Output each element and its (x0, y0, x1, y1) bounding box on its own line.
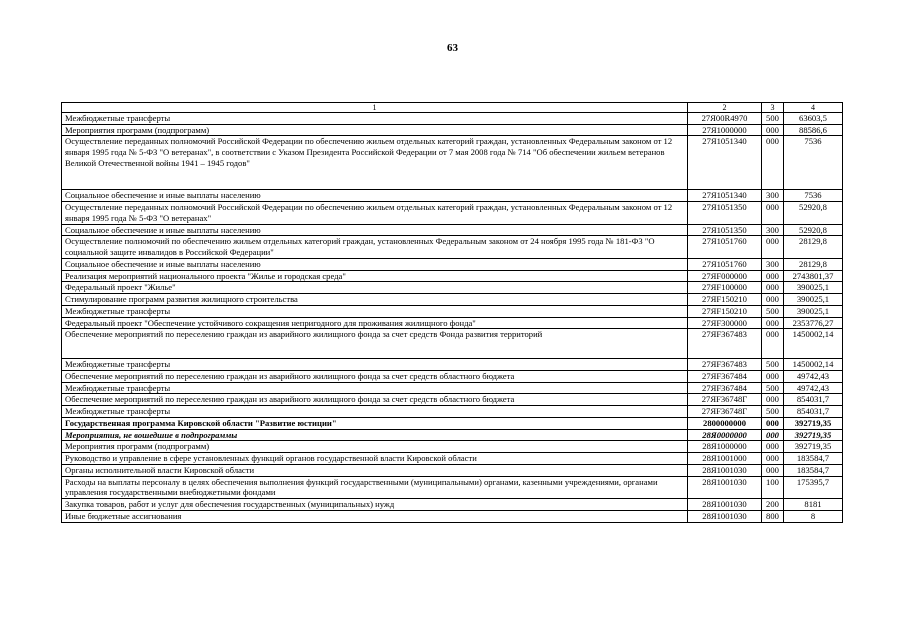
table-row (62, 371, 843, 383)
row-sum: 52920,8 (784, 224, 843, 236)
row-sum: 49742,43 (784, 371, 843, 383)
header-code: 2 (688, 103, 762, 113)
row-vr: 500 (762, 406, 784, 418)
row-name: Федеральный проект "Жилье" (62, 282, 688, 294)
row-code: 28Я1000000 (688, 441, 762, 453)
row-sum: 390025,1 (784, 282, 843, 294)
row-vr: 000 (762, 441, 784, 453)
row-code: 27ЯF300000 (688, 317, 762, 329)
row-sum: 1450002,14 (784, 359, 843, 371)
row-name: Реализация мероприятий национального проекта "Жилье и городская среда" (62, 270, 688, 282)
row-vr: 000 (762, 282, 784, 294)
row-name: Межбюджетные трансферты (62, 382, 688, 394)
row-name: Мероприятия программ (подпрограмм) (62, 124, 688, 136)
row-code: 27ЯF367483 (688, 359, 762, 371)
row-code: 27Я1000000 (688, 124, 762, 136)
row-name: Государственная программа Кировской области "Развитие юстиции" (62, 417, 688, 429)
row-sum: 390025,1 (784, 294, 843, 306)
row-code: 28Я0000000 (688, 429, 762, 441)
row-code: 27ЯF367484 (688, 382, 762, 394)
row-sum: 28129,8 (784, 258, 843, 270)
table-row (62, 305, 843, 317)
row-sum: 88586,6 (784, 124, 843, 136)
table-row-subprogram (62, 429, 843, 441)
table-row (62, 282, 843, 294)
row-vr: 000 (762, 417, 784, 429)
table-row (62, 224, 843, 236)
table-row-program (62, 417, 843, 429)
row-sum: 52920,8 (784, 202, 843, 224)
row-sum: 2353776,27 (784, 317, 843, 329)
row-name: Социальное обеспечение и иные выплаты населению (62, 224, 688, 236)
row-code: 27ЯF150210 (688, 305, 762, 317)
row-vr: 500 (762, 359, 784, 371)
row-name: Осуществление полномочий по обеспечению жильем отдельных категорий граждан, установленных Федеральным законом от 24 ноября 1995 года № 181-ФЗ "О социальной защите инвалидов в Российской Федерации" (62, 236, 688, 258)
row-sum: 49742,43 (784, 382, 843, 394)
row-name: Обеспечение мероприятий по переселению граждан из аварийного жилищного фонда за счет средств областного бюджета (62, 371, 688, 383)
table-row (62, 464, 843, 476)
row-sum: 392719,35 (784, 429, 843, 441)
row-vr: 000 (762, 236, 784, 258)
row-code: 27Я1051760 (688, 236, 762, 258)
table-row (62, 236, 843, 258)
row-code: 27ЯF367484 (688, 371, 762, 383)
table-row (62, 258, 843, 270)
row-vr: 000 (762, 329, 784, 359)
table-row (62, 510, 843, 522)
row-vr: 300 (762, 258, 784, 270)
row-code: 27ЯF100000 (688, 282, 762, 294)
header-vr: 3 (762, 103, 784, 113)
table-row (62, 499, 843, 511)
row-code: 27Я1051350 (688, 224, 762, 236)
row-name: Федеральный проект "Обеспечение устойчивого сокращения непригодного для проживания жилищного фонда" (62, 317, 688, 329)
row-vr: 000 (762, 317, 784, 329)
row-code: 27Я1051340 (688, 190, 762, 202)
row-code: 28Я1001000 (688, 453, 762, 465)
row-name: Межбюджетные трансферты (62, 305, 688, 317)
table-row (62, 329, 843, 359)
row-name: Руководство и управление в сфере установленных функций органов государственной власти Кировской области (62, 453, 688, 465)
row-code: 27ЯF36748Г (688, 406, 762, 418)
row-code: 28Я1001030 (688, 510, 762, 522)
row-vr: 000 (762, 371, 784, 383)
row-code: 27ЯF367483 (688, 329, 762, 359)
row-code: 27Я1051340 (688, 136, 762, 190)
row-vr: 200 (762, 499, 784, 511)
table-row (62, 359, 843, 371)
row-sum: 390025,1 (784, 305, 843, 317)
row-name: Мероприятия, не вошедшие в подпрограммы (62, 429, 688, 441)
table-row (62, 476, 843, 498)
row-code: 27Я00R4970 (688, 113, 762, 125)
row-code: 27Я1051350 (688, 202, 762, 224)
table-row (62, 394, 843, 406)
row-name: Мероприятия программ (подпрограмм) (62, 441, 688, 453)
row-name: Социальное обеспечение и иные выплаты населению (62, 258, 688, 270)
row-name: Социальное обеспечение и иные выплаты населению (62, 190, 688, 202)
row-name: Осуществление переданных полномочий Российской Федерации по обеспечению жильем отдельных категорий граждан, установленных Федеральным законом от 12 января 1995 года № 5-ФЗ "О ветеранах", в соответствии с Указом Президента Российской Федерации от 7 мая 2008 года № 714 "Об обеспечении жильем ветеранов Великой Отечественной войны 1941 – 1945 годов" (62, 136, 688, 190)
row-code: 28Я1001030 (688, 464, 762, 476)
row-sum: 8181 (784, 499, 843, 511)
row-name: Осуществление переданных полномочий Российской Федерации по обеспечению жильем отдельных категорий граждан, установленных Федеральным законом от 12 января 1995 года № 5-ФЗ "О ветеранах" (62, 202, 688, 224)
row-vr: 000 (762, 136, 784, 190)
row-name: Закупка товаров, работ и услуг для обеспечения государственных (муниципальных) нужд (62, 499, 688, 511)
row-vr: 300 (762, 190, 784, 202)
row-vr: 000 (762, 453, 784, 465)
row-vr: 000 (762, 294, 784, 306)
row-sum: 7536 (784, 190, 843, 202)
budget-table (61, 102, 843, 523)
table-row (62, 190, 843, 202)
table-row (62, 406, 843, 418)
page-number: 63 (447, 42, 458, 54)
table-row (62, 317, 843, 329)
row-vr: 000 (762, 464, 784, 476)
row-sum: 854031,7 (784, 406, 843, 418)
row-vr: 000 (762, 124, 784, 136)
row-vr: 000 (762, 202, 784, 224)
table-row (62, 124, 843, 136)
table-row (62, 382, 843, 394)
row-name: Органы исполнительной власти Кировской области (62, 464, 688, 476)
row-vr: 000 (762, 429, 784, 441)
row-sum: 1450002,14 (784, 329, 843, 359)
row-name: Обеспечение мероприятий по переселению граждан из аварийного жилищного фонда за счет средств областного бюджета (62, 394, 688, 406)
header-name: 1 (62, 103, 688, 113)
row-name: Межбюджетные трансферты (62, 113, 688, 125)
row-code: 27ЯF000000 (688, 270, 762, 282)
table-header-row (62, 103, 843, 113)
row-name: Межбюджетные трансферты (62, 359, 688, 371)
row-sum: 8 (784, 510, 843, 522)
row-sum: 175395,7 (784, 476, 843, 498)
row-sum: 854031,7 (784, 394, 843, 406)
table-row (62, 136, 843, 190)
row-sum: 392719,35 (784, 441, 843, 453)
row-code: 27Я1051760 (688, 258, 762, 270)
row-code: 28Я1001030 (688, 499, 762, 511)
row-vr: 800 (762, 510, 784, 522)
row-sum: 63603,5 (784, 113, 843, 125)
row-vr: 100 (762, 476, 784, 498)
table-row (62, 294, 843, 306)
row-vr: 500 (762, 113, 784, 125)
row-vr: 300 (762, 224, 784, 236)
header-sum: 4 (784, 103, 843, 113)
row-name: Расходы на выплаты персоналу в целях обеспечения выполнения функций государственными (муниципальными) органами, казенными учреждениями, органами управления государственными внебюджетными фондами (62, 476, 688, 498)
row-vr: 000 (762, 270, 784, 282)
row-vr: 000 (762, 394, 784, 406)
row-name: Стимулирование программ развития жилищного строительства (62, 294, 688, 306)
row-name: Обеспечение мероприятий по переселению граждан из аварийного жилищного фонда за счет средств Фонда развития территорий (62, 329, 688, 359)
row-code: 27ЯF36748Г (688, 394, 762, 406)
row-sum: 392719,35 (784, 417, 843, 429)
table-row (62, 270, 843, 282)
row-vr: 500 (762, 305, 784, 317)
row-sum: 7536 (784, 136, 843, 190)
row-code: 27ЯF150210 (688, 294, 762, 306)
row-vr: 500 (762, 382, 784, 394)
row-name: Иные бюджетные ассигнования (62, 510, 688, 522)
row-sum: 183584,7 (784, 464, 843, 476)
row-sum: 2743801,37 (784, 270, 843, 282)
table-row (62, 453, 843, 465)
table-row (62, 441, 843, 453)
row-name: Межбюджетные трансферты (62, 406, 688, 418)
row-sum: 183584,7 (784, 453, 843, 465)
table-row (62, 113, 843, 125)
row-code: 28Я1001030 (688, 476, 762, 498)
row-sum: 28129,8 (784, 236, 843, 258)
row-code: 2800000000 (688, 417, 762, 429)
table-row (62, 202, 843, 224)
